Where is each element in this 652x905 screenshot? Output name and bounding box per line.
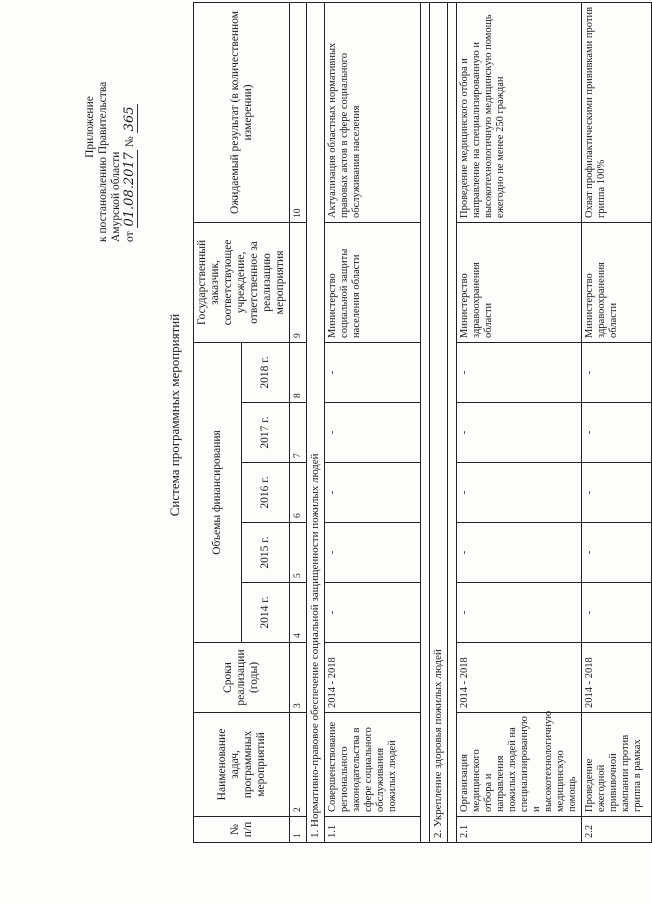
page-title: Система программных мероприятий [167, 313, 182, 517]
funding-value: - [325, 463, 421, 523]
header-line-3: Амурской области [110, 151, 122, 242]
column-number: 6 [290, 463, 307, 523]
column-number: 9 [290, 222, 307, 342]
period: 2014 - 2018 [582, 643, 652, 713]
date-prefix: от [124, 231, 136, 242]
funding-value: - [582, 463, 652, 523]
column-number: 7 [290, 403, 307, 463]
col-name-header: Наименование задач, программных мероприятий [194, 713, 290, 817]
measure-name: Организация медицинского отбора и направления пожилых людей на специализированную и высокотехнологичную медицинскую помощь [457, 713, 582, 817]
year-header: 2018 г. [242, 342, 290, 402]
row-number: 1.1 [325, 817, 421, 843]
row-number: 2.2 [582, 817, 652, 843]
expected-result: Охват профилактическими прививками против гриппа 100% [582, 2, 652, 222]
section-title: 1. Нормативно-правовое обеспечение социальной защищенности пожилых людей [307, 2, 325, 842]
customer: Министерство здравоохранения области [582, 222, 652, 342]
spacer-row [421, 2, 430, 842]
measure-name: Совершенствование регионального законодательства в сфере социального обслуживания пожилых людей [325, 713, 421, 817]
section-heading-row [430, 2, 448, 842]
funding-value: - [325, 583, 421, 643]
year-header: 2014 г. [242, 583, 290, 643]
header-row [194, 2, 242, 842]
column-number: 10 [290, 2, 307, 222]
customer: Министерство здравоохранения области [457, 222, 582, 342]
col-number-header: № п/п [194, 817, 290, 843]
row-number: 2.1 [457, 817, 582, 843]
funding-value: - [582, 342, 652, 402]
column-number: 3 [290, 643, 307, 713]
customer: Министерство социальной защиты населения области [325, 222, 421, 342]
period: 2014 - 2018 [457, 643, 582, 713]
column-number: 5 [290, 523, 307, 583]
approval-header [84, 12, 137, 242]
year-header: 2017 г. [242, 403, 290, 463]
column-number: 8 [290, 342, 307, 402]
expected-result: Проведение медицинского отбора и направление на специализированную и высокотехнологичную медицинскую помощь ежегодно не менее 250 граждан [457, 2, 582, 222]
header-line-2: к постановлению Правительства [97, 81, 109, 242]
col-period-header: Сроки реализации (годы) [194, 643, 290, 713]
program-measures-table [193, 2, 652, 843]
funding-value: - [325, 403, 421, 463]
col-customer-header: Государственный заказчик, соответствующее учреждение, ответственное за реализацию мероприятия [194, 222, 290, 342]
funding-value: - [457, 342, 582, 402]
column-number: 1 [290, 817, 307, 843]
column-number: 2 [290, 713, 307, 817]
table-row [325, 2, 421, 842]
funding-value: - [582, 583, 652, 643]
funding-value: - [457, 583, 582, 643]
measure-name: Проведение ежегодной прививочной кампании против гриппа в рамках [582, 713, 652, 817]
table-row [582, 2, 652, 842]
column-number: 4 [290, 583, 307, 643]
funding-value: - [457, 403, 582, 463]
funding-value: - [325, 342, 421, 402]
funding-value: - [582, 523, 652, 583]
header-line-1: Приложение [84, 96, 96, 158]
funding-header: Объемы финансирования [194, 342, 242, 642]
funding-value: - [457, 463, 582, 523]
period: 2014 - 2018 [325, 643, 421, 713]
section-title: 2. Укрепление здоровья пожилых людей [430, 2, 448, 842]
handwritten-date: 01.08.2017 [122, 152, 137, 227]
number-prefix: № [124, 136, 136, 148]
year-header: 2015 г. [242, 523, 290, 583]
col-result-header: Ожидаемый результат (в количественном измерении) [194, 2, 290, 222]
table-row [457, 2, 582, 842]
handwritten-number: 365 [122, 106, 137, 132]
funding-value: - [457, 523, 582, 583]
expected-result: Актуализация областных нормативных правовых актов в сфере социального обслуживания населения [325, 2, 421, 222]
funding-value: - [325, 523, 421, 583]
funding-value: - [582, 403, 652, 463]
year-header: 2016 г. [242, 463, 290, 523]
section-heading-row [307, 2, 325, 842]
column-numbers-row [290, 2, 307, 842]
spacer-row [448, 2, 457, 842]
